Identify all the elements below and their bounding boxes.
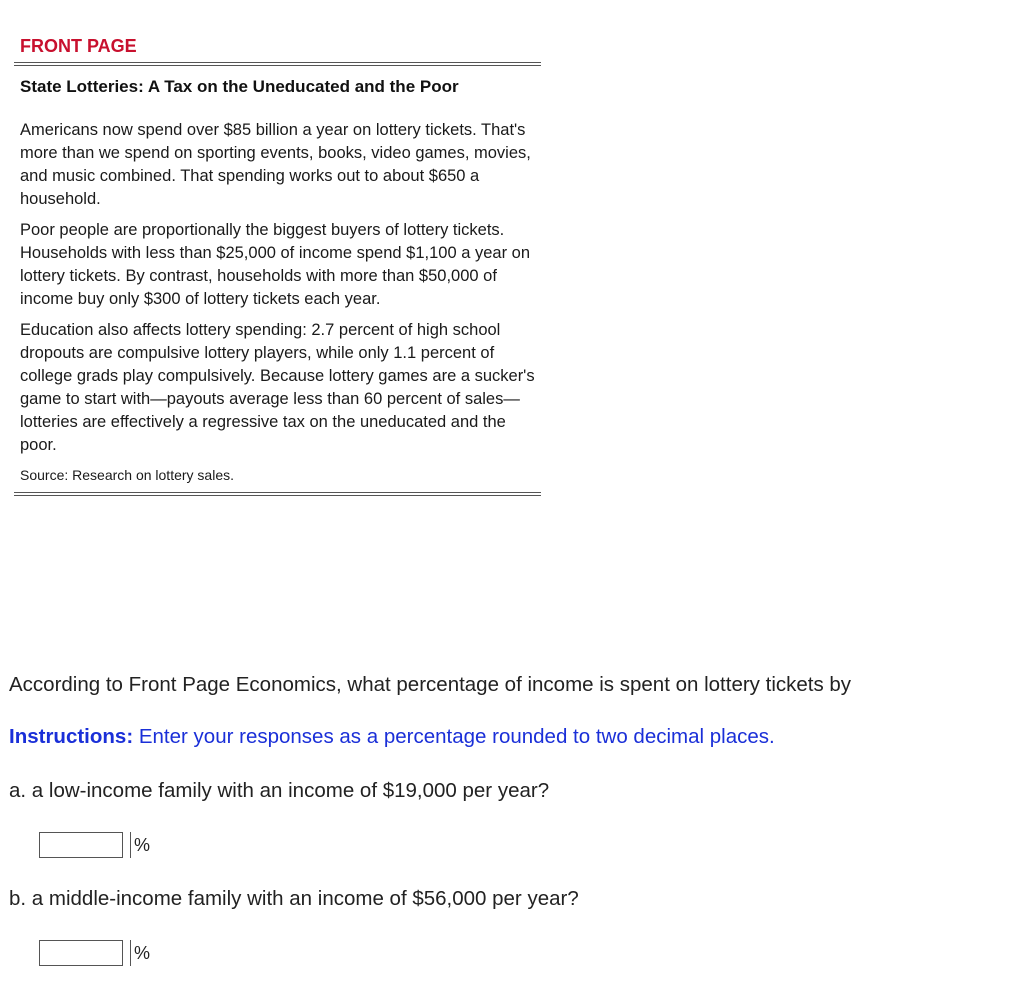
question-prompt: According to Front Page Economics, what percentage of income is spent on lottery tickets by — [9, 673, 852, 696]
part-b-question: b. a middle-income family with an income of $56,000 per year? — [9, 887, 579, 910]
answer-a-unit: % — [130, 832, 150, 858]
instructions-text: Enter your responses as a percentage rounded to two decimal places. — [133, 725, 775, 748]
answer-a-input[interactable] — [39, 832, 123, 858]
answer-b-input[interactable] — [39, 940, 123, 966]
article-headline: State Lotteries: A Tax on the Uneducated and the Poor — [20, 77, 459, 96]
top-divider — [14, 62, 541, 66]
answer-b-unit: % — [130, 940, 150, 966]
article-paragraph-3: Education also affects lottery spending: 2.7 percent of high school dropouts are compulsive lottery players, while only 1.1 percent of college grads play compulsively. Because lottery games are a sucker's game to start with—payouts average less than 60 percent of sales—lotteries are effectively a regressive tax on the uneducated and the poor. — [20, 321, 535, 454]
bottom-divider — [14, 492, 541, 496]
part-a-question: a. a low-income family with an income of $19,000 per year? — [9, 779, 550, 802]
answer-row-a — [39, 831, 150, 859]
article-paragraph-2: Poor people are proportionally the biggest buyers of lottery tickets. Households with less than $25,000 of income spend $1,100 a year on lottery tickets. By contrast, households with more than $50,000 of income buy only $300 of lottery tickets each year. — [20, 221, 531, 308]
article-box — [14, 34, 541, 496]
instructions-label: Instructions: — [9, 725, 134, 748]
answer-row-b — [39, 939, 150, 967]
section-label: FRONT PAGE — [20, 36, 137, 56]
article-paragraph-1: Americans now spend over $85 billion a year on lottery tickets. That's more than we spend on sporting events, books, video games, movies, and music combined. That spending works out to about $650 a household. — [20, 121, 531, 208]
instructions — [9, 723, 775, 751]
article-source: Source: Research on lottery sales. — [20, 467, 234, 483]
